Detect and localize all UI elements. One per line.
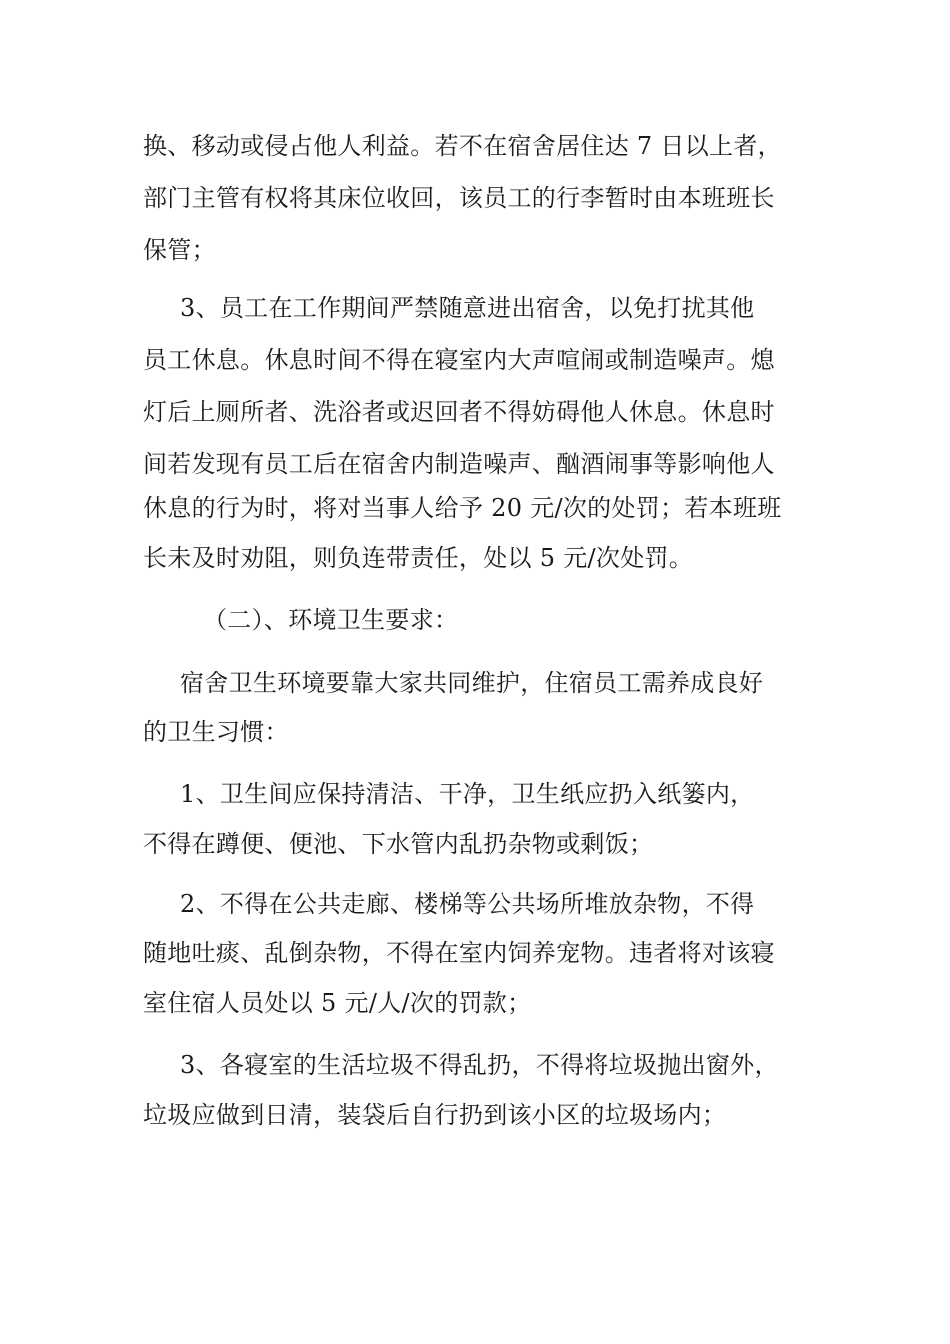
- text-line: 休息的行为时，将对当事人给予 20 元/次的处罚；若本班班: [143, 494, 782, 522]
- text-line: 随地吐痰、乱倒杂物，不得在室内饲养宠物。违者将对该寝: [143, 939, 775, 967]
- text-line: 1、卫生间应保持清洁、干净，卫生纸应扔入纸篓内，: [180, 780, 755, 808]
- text-line: 灯后上厕所者、洗浴者或迟回者不得妨碍他人休息。休息时: [143, 398, 775, 426]
- text-line: 室住宿人员处以 5 元/人/次的罚款；: [143, 989, 532, 1017]
- text-line: 3、各寝室的生活垃圾不得乱扔，不得将垃圾抛出窗外，: [180, 1051, 779, 1079]
- text-line: 保管；: [143, 236, 216, 264]
- text-line: 换、移动或侵占他人利益。若不在宿舍居住达 7 日以上者，: [143, 132, 782, 160]
- text-line: 垃圾应做到日清，装袋后自行扔到该小区的垃圾场内；: [143, 1101, 727, 1129]
- text-line: 部门主管有权将其床位收回，该员工的行李暂时由本班班长: [143, 184, 775, 212]
- text-line: 不得在蹲便、便池、下水管内乱扔杂物或剩饭；: [143, 830, 654, 858]
- text-line: 宿舍卫生环境要靠大家共同维护，住宿员工需养成良好: [180, 669, 764, 697]
- section-heading: （二）、环境卫生要求：: [203, 606, 459, 634]
- text-line: 间若发现有员工后在宿舍内制造噪声、酗酒闹事等影响他人: [143, 450, 775, 478]
- text-line: 3、员工在工作期间严禁随意进出宿舍，以免打扰其他: [180, 294, 755, 322]
- text-line: 的卫生习惯：: [143, 718, 289, 746]
- text-line: 2、不得在公共走廊、楼梯等公共场所堆放杂物，不得: [180, 890, 755, 918]
- text-line: 长未及时劝阻，则负连带责任，处以 5 元/次处罚。: [143, 544, 694, 572]
- text-line: 员工休息。休息时间不得在寝室内大声喧闹或制造噪声。熄: [143, 346, 775, 374]
